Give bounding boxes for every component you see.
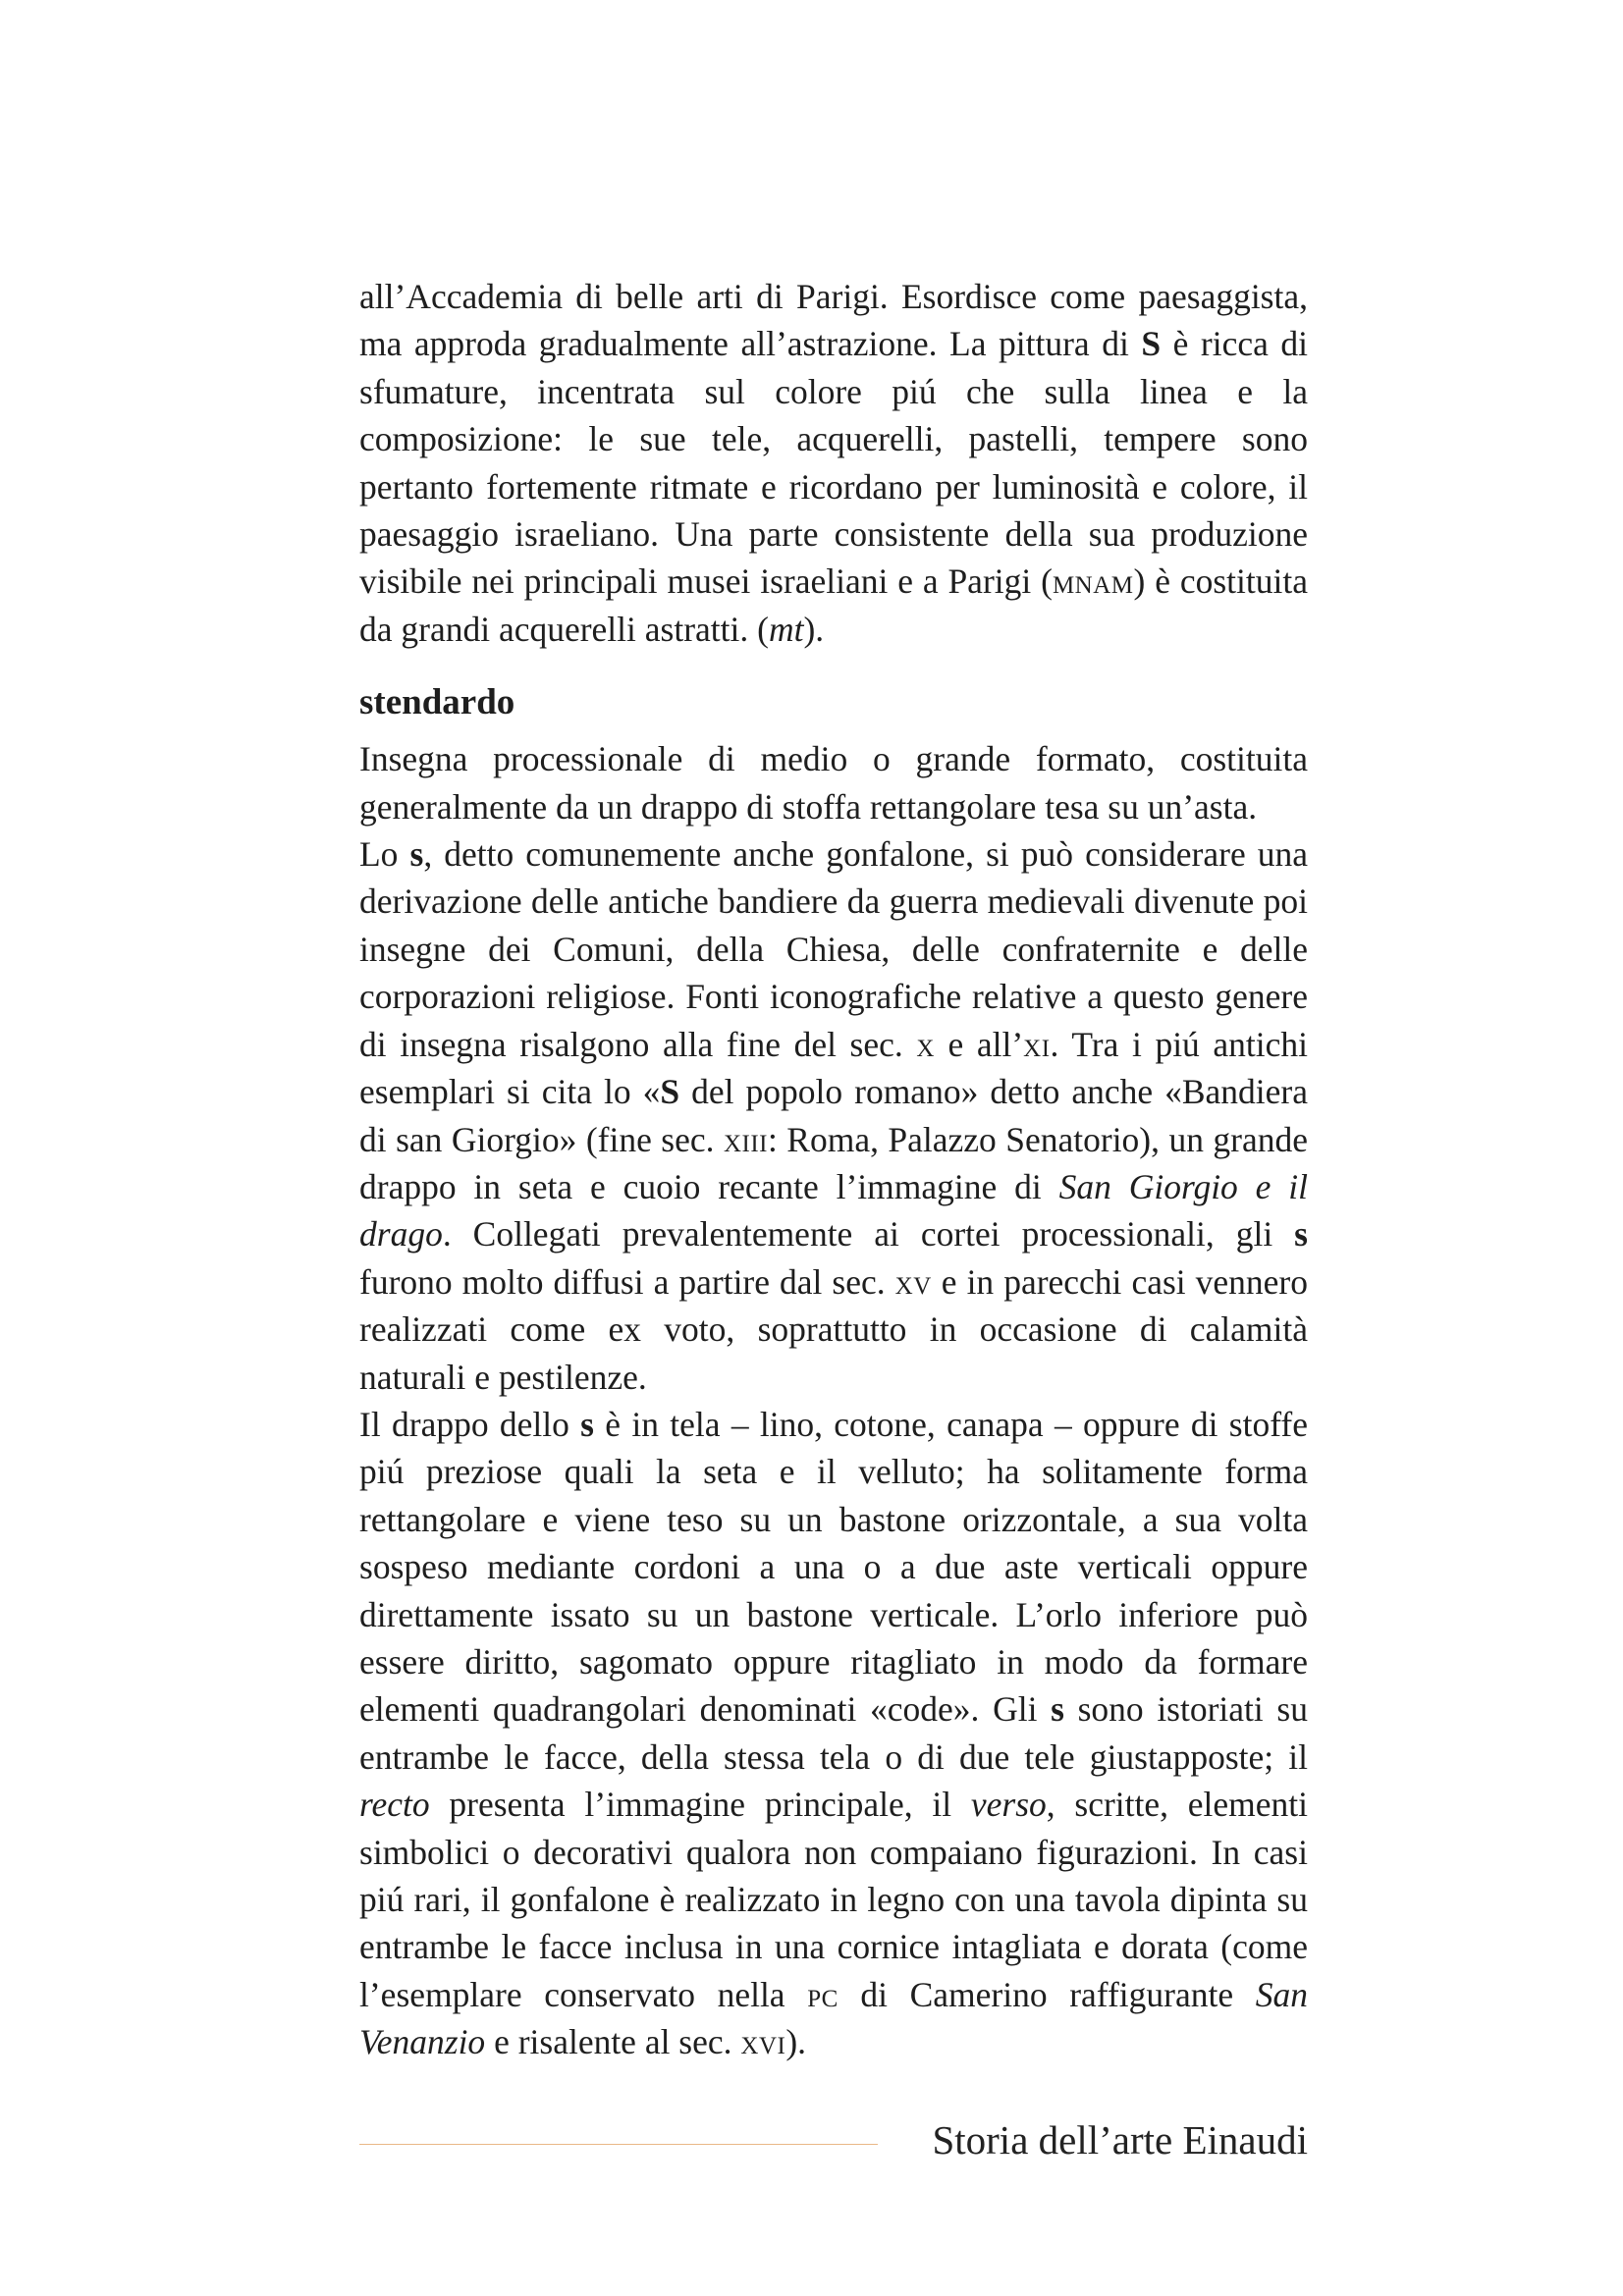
- author-initials: mt: [768, 609, 804, 649]
- entry-abbreviation: S: [1141, 324, 1162, 364]
- text-run: Il drappo dello: [359, 1404, 581, 1444]
- text-run: è in tela – lino, cotone, canapa – oppure di stoffe piú preziose quali la seta e il velluto; ha solitamente forma rettangolare e viene teso su un bastone orizzontale, a sua volta sospeso mediante cordoni a una o a due aste verticali oppure direttamente issato su un bastone verticale. L’orlo inferiore può essere diritto, sagomato oppure ritagliato in modo da formare elementi quadrangolari denominati «code». Gli: [359, 1404, 1308, 1730]
- text-run: e in parecchi casi vennero realizzati come ex voto, soprattutto in occasione di calamità naturali e pestilenze.: [359, 1261, 1308, 1397]
- artwork-title: San Venanzio: [359, 1974, 1308, 2062]
- text-run: , scritte, elementi simbolici o decorativi qualora non compaiano figurazioni. In casi piú rari, il gonfalone è realizzato in legno con una tavola dipinta su entrambe le facce inclusa in una cornice intagliata e dorata (come l’esemplare conservato nella: [359, 1785, 1309, 2014]
- text-run: : Roma, Palazzo Senatorio), un grande drappo in seta e cuoio recante l’immagine di: [359, 1119, 1308, 1206]
- term-verso: verso: [970, 1785, 1047, 1825]
- century-numeral: xiii: [723, 1119, 768, 1159]
- text-run: e risalente al sec.: [485, 2022, 741, 2062]
- entry-paragraph-3: [359, 1401, 1308, 2066]
- entry-abbreviation: s: [1051, 1689, 1064, 1730]
- entry-heading: stendardo: [359, 682, 515, 723]
- page-footer: [359, 2110, 1308, 2169]
- text-run: . Tra i piú antichi esemplari si cita lo «: [359, 1024, 1308, 1112]
- century-numeral: xi: [1023, 1024, 1051, 1064]
- text-run: è ricca di sfumature, incentrata sul colore piú che sulla linea e la composizione: le sue tele, acquerelli, pastelli, tempere sono pertanto fortemente ritmate e ricordano per luminosità e colore, il paesaggio israeliano. Una parte consistente della sua produzione visibile nei principali musei israeliani e a Parigi (: [359, 324, 1309, 602]
- text-run: ).: [803, 609, 825, 649]
- entry-paragraph-1: [359, 735, 1308, 830]
- century-numeral: xvi: [740, 2022, 786, 2062]
- footer-rule: [359, 2144, 878, 2145]
- footer-title: Storia dell’arte Einaudi: [932, 2117, 1308, 2163]
- museum-abbreviation: mnam: [1052, 561, 1134, 602]
- century-numeral: x: [916, 1024, 935, 1064]
- entry-abbreviation: s: [409, 834, 424, 875]
- entry-abbreviation: s: [1294, 1214, 1308, 1255]
- entry-abbreviation: S: [660, 1072, 680, 1112]
- term-recto: recto: [359, 1785, 430, 1825]
- text-run: all’Accademia di belle arti di Parigi. Esordisce come paesaggista, ma approda gradualmente all’astrazione. La pittura di: [359, 277, 1308, 364]
- text-run: Lo: [359, 834, 410, 875]
- text-run: Insegna processionale di medio o grande formato, costituita generalmente da un drappo di stoffa rettangolare tesa su un’asta.: [359, 739, 1308, 827]
- text-run: del popolo romano» detto anche «Bandiera di san Giorgio» (fine sec.: [359, 1072, 1308, 1159]
- artwork-title: San Giorgio e il drago: [359, 1166, 1309, 1255]
- collection-abbreviation: pc: [807, 1974, 839, 2014]
- text-run: e all’: [934, 1024, 1024, 1064]
- text-run: furono molto diffusi a partire dal sec.: [359, 1261, 895, 1302]
- text-run: ) è costituita da grandi acquerelli astratti. (: [359, 561, 1308, 649]
- text-column: [359, 273, 1308, 2066]
- century-numeral: xv: [894, 1261, 932, 1302]
- text-run: di Camerino raffigurante: [838, 1974, 1256, 2014]
- text-run: . Collegati prevalentemente ai cortei processionali, gli: [442, 1214, 1295, 1255]
- text-run: sono istoriati su entrambe le facce, della stessa tela o di due tele giustapposte; il: [359, 1689, 1308, 1777]
- entry-paragraph-2: [359, 830, 1308, 1401]
- text-run: presenta l’immagine principale, il: [429, 1785, 971, 1825]
- entry-abbreviation: s: [580, 1404, 594, 1444]
- text-run: , detto comunemente anche gonfalone, si può considerare una derivazione delle antiche bandiere da guerra medievali divenute poi insegne dei Comuni, della Chiesa, delle confraternite e delle corporazioni religiose. Fonti iconografiche relative a questo genere di insegna risalgono alla fine del sec.: [359, 834, 1308, 1064]
- text-run: ).: [785, 2022, 807, 2062]
- continuation-paragraph: [359, 273, 1308, 653]
